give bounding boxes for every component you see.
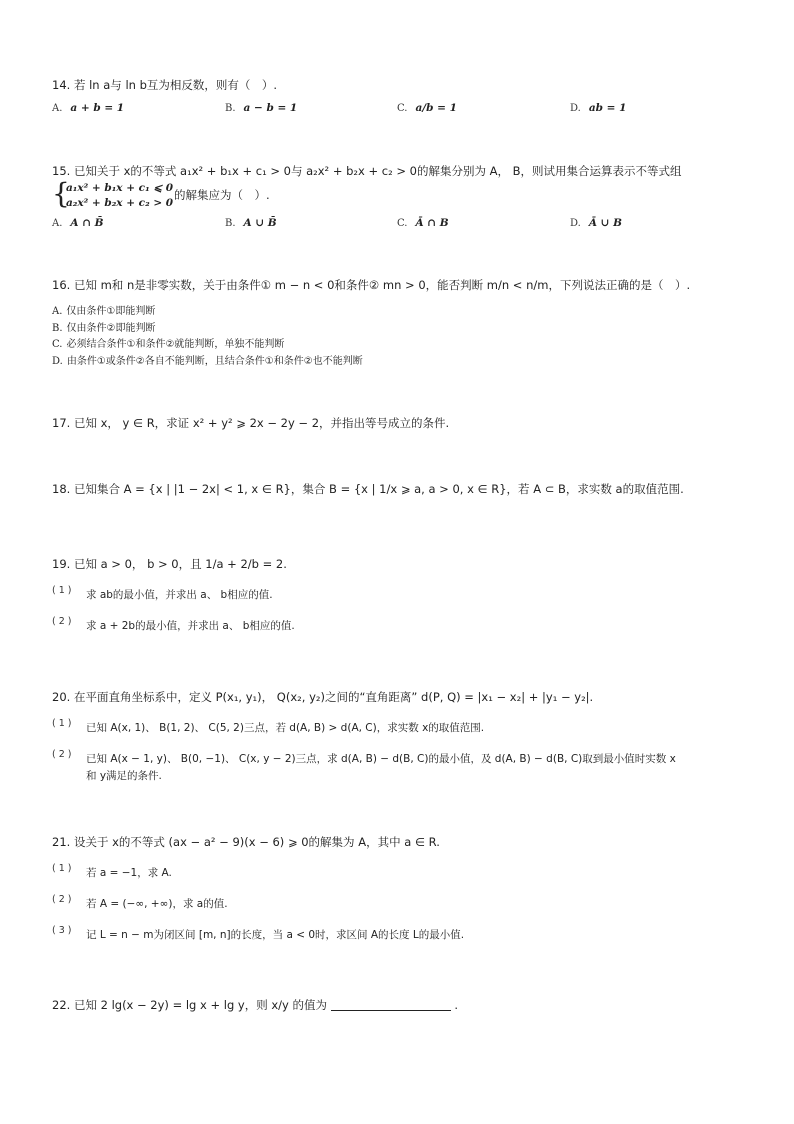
question-16 [52,276,752,370]
sub-question-text-continued: 和 y满足的条件. [86,770,162,782]
question-15 [52,162,752,237]
question-21 [52,833,752,944]
sub-question-text: 若 A = (−∞, +∞)，求 a的值. [86,898,228,910]
sub-question-text: 已知 A(x, 1)、 B(1, 2)、 C(5, 2)三点，若 d(A, B) > d(A, C)，求实数 x的取值范围. [86,722,485,734]
sub-question-number: ( 2 ) [52,894,72,905]
sub-question-number: ( 2 ) [52,749,72,760]
option-d[interactable]: D. Ā ∪ B [570,217,622,229]
question-stem: 14. 若 ln a与 ln b互为相反数，则有（ ）. [52,78,278,92]
question-stem: 15. 已知关于 x的不等式 a₁x² + b₁x + c₁ > 0与 a₂x² + b₂x + c₂ > 0的解集分别为 A， B，则试用集合运算表示不等式组 [52,164,682,178]
question-14 [52,76,752,122]
sub-question-text: 求 ab的最小值，并求出 a、 b相应的值. [86,589,273,601]
stem-end: 的解集应为（ ）. [174,188,270,202]
question-stem: 18. 已知集合 A = {x | |1 − 2x| < 1, x ∈ R}，集合 B = {x | 1/x ⩾ a, a > 0, x ∈ R}，若 A ⊂ B，求实数 a的取值范围. [52,482,684,496]
sub-question-number: ( 1 ) [52,585,72,596]
question-17 [52,414,752,432]
sub-question-text: 求 a + 2b的最小值，并求出 a、 b相应的值. [86,620,295,632]
question-stem: 20. 在平面直角坐标系中，定义 P(x₁, y₁)， Q(x₂, y₂)之间的“直角距离” d(P, Q) = |x₁ − x₂| + |y₁ − y₂|. [52,690,594,704]
question-stem: 17. 已知 x， y ∈ R，求证 x² + y² ⩾ 2x − 2y − 2，并指出等号成立的条件. [52,416,450,430]
system-line-1: a₁x² + b₁x + c₁ ⩽ 0 [66,182,174,194]
options-list [52,304,752,370]
question-stem: 19. 已知 a > 0， b > 0，且 1/a + 2/b = 2. [52,557,287,571]
option-d[interactable]: D. ab = 1 [570,102,627,114]
sub-question-1 [52,587,752,604]
option-a[interactable]: A. 仅由条件①即能判断 [52,306,156,317]
sub-question-1 [52,720,752,737]
option-c[interactable]: C. Ā ∩ B [397,217,449,229]
sub-question-number: ( 2 ) [52,616,72,627]
option-d[interactable]: D. 由条件①或条件②各自不能判断，且结合条件①和条件②也不能判断 [52,355,363,367]
options-row [52,102,752,122]
question-19 [52,555,752,635]
answer-blank[interactable] [331,998,451,1011]
question-20 [52,688,752,785]
option-c[interactable]: C. 必须结合条件①和条件②就能判断，单独不能判断 [52,339,285,350]
question-tail: . [454,998,458,1012]
options-row [52,217,752,237]
sub-question-text: 已知 A(x − 1, y)、 B(0, −1)、 C(x, y − 2)三点，求 d(A, B) − d(B, C)的最小值，及 d(A, B) − d(B, C)取到最小值时实数 x [86,753,676,765]
option-b[interactable]: B. 仅由条件②即能判断 [52,322,156,334]
system-brace: { [52,177,70,210]
inequality-system [52,177,752,213]
option-c[interactable]: C. a/b = 1 [397,102,457,114]
option-b[interactable]: B. A ∪ B̄ [225,217,277,229]
question-stem: 16. 已知 m和 n是非零实数，关于由条件① m − n < 0和条件② mn > 0，能否判断 m/n < n/m，下列说法正确的是（ ）. [52,278,691,292]
question-18 [52,480,752,498]
option-b[interactable]: B. a − b = 1 [225,102,298,114]
sub-question-2 [52,896,752,913]
sub-question-2 [52,618,752,635]
sub-question-1 [52,865,752,882]
sub-question-text: 若 a = −1，求 A. [86,867,172,879]
question-stem: 21. 设关于 x的不等式 (ax − a² − 9)(x − 6) ⩾ 0的解集为 A，其中 a ∈ R. [52,835,440,849]
sub-question-number: ( 1 ) [52,863,72,874]
sub-question-number: ( 3 ) [52,925,72,936]
system-line-2: a₂x² + b₂x + c₂ > 0 [66,197,174,209]
option-a[interactable]: A. a + b = 1 [52,102,125,114]
sub-question-text: 记 L = n − m为闭区间 [m, n]的长度，当 a < 0时，求区间 A的长度 L的最小值. [86,929,465,941]
option-a[interactable]: A. A ∩ B̄ [52,217,104,229]
question-stem: 22. 已知 2 lg(x − 2y) = lg x + lg y，则 x/y 的值为 [52,998,328,1012]
question-22 [52,996,752,1014]
sub-question-3 [52,927,752,944]
sub-question-2 [52,751,752,785]
sub-question-number: ( 1 ) [52,718,72,729]
